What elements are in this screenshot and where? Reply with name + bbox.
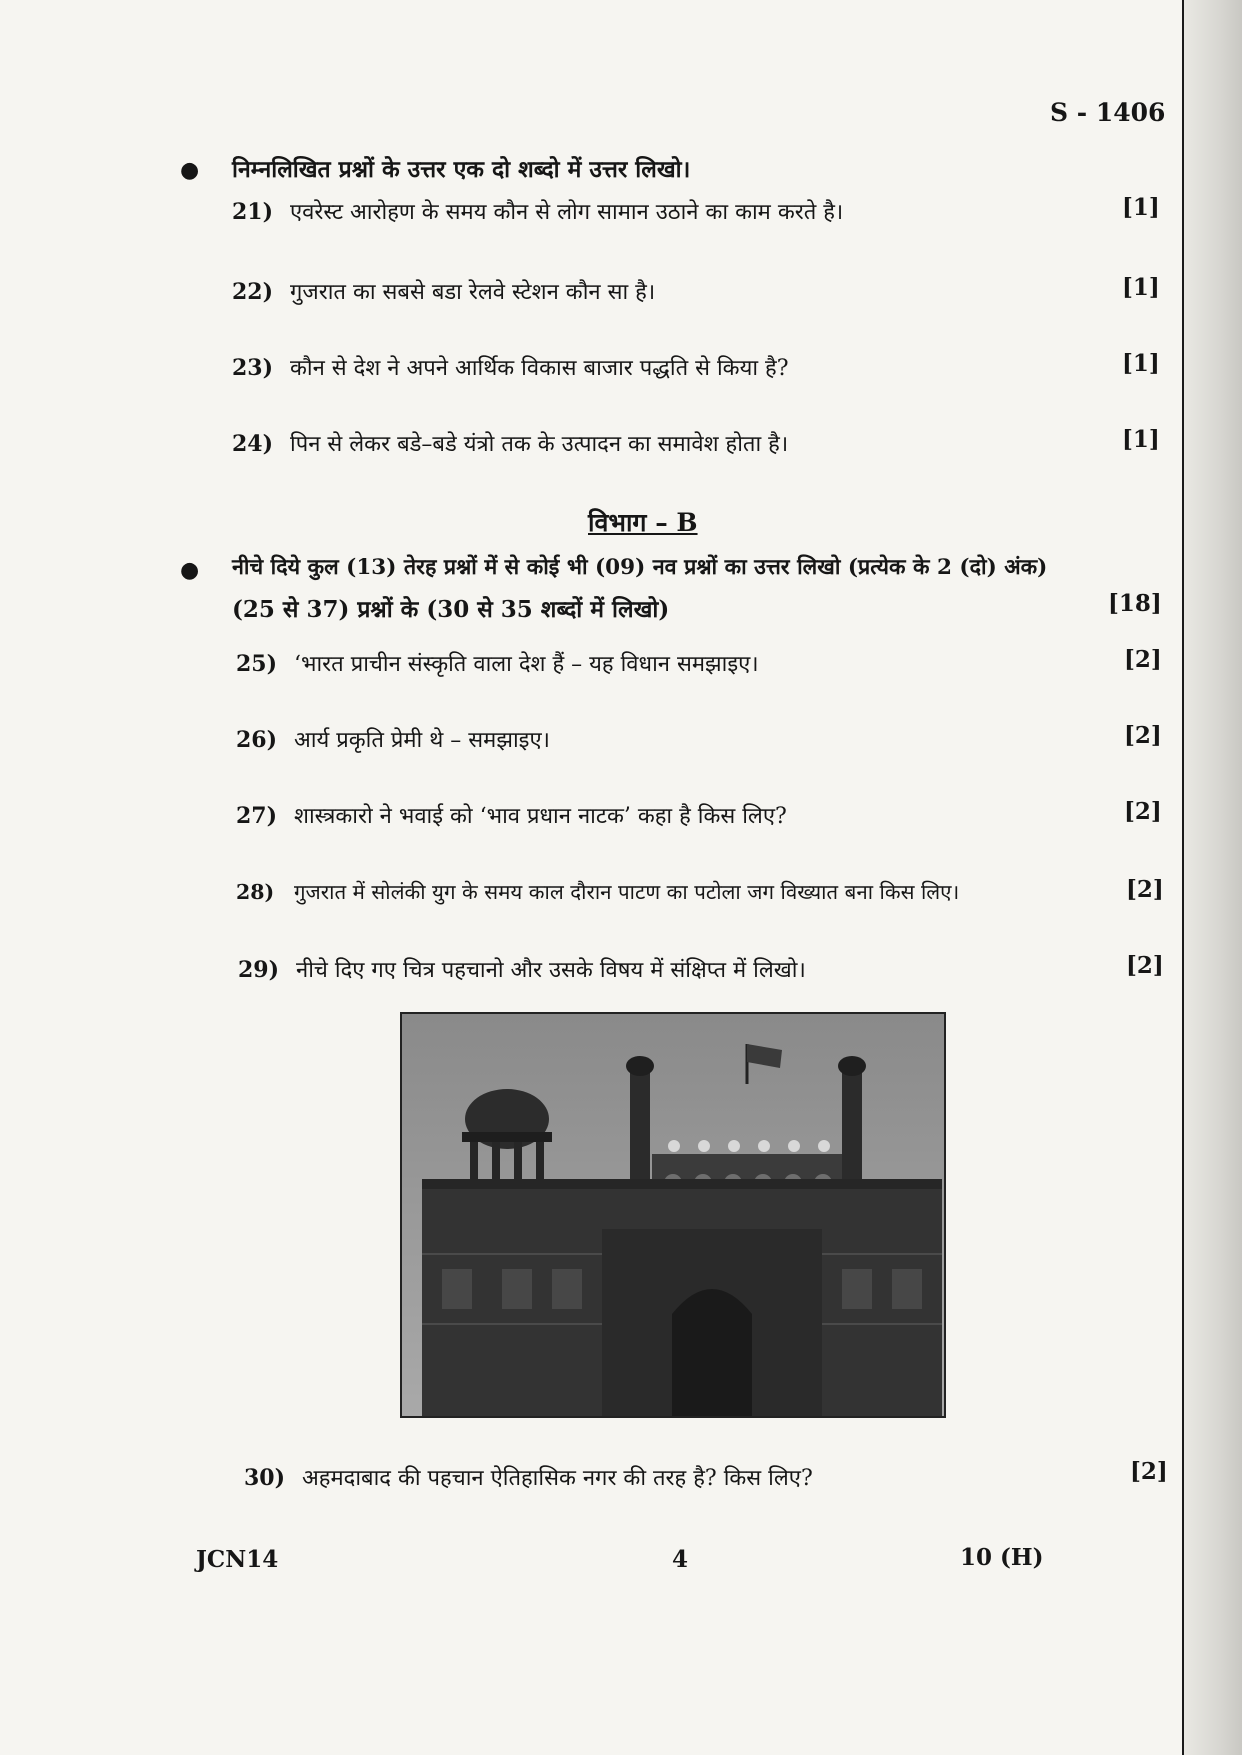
paper-code: S - 1406 — [1050, 98, 1166, 127]
question-text: अहमदाबाद की पहचान ऐतिहासिक नगर की तरह है? किस लिए? — [302, 1466, 813, 1491]
question-text: ‘भारत प्राचीन संस्कृति वाला देश हैं – यह विधान समझाइए। — [294, 652, 759, 677]
question-marks: [1] — [1122, 274, 1160, 301]
question-27 — [236, 800, 787, 830]
question-text: कौन से देश ने अपने आर्थिक विकास बाजार पद्धति से किया है? — [290, 356, 789, 381]
question-21 — [232, 196, 843, 226]
question-marks: [2] — [1126, 876, 1164, 903]
bullet-icon: ● — [180, 558, 200, 583]
footer-set: 10 (H) — [960, 1544, 1044, 1571]
question-marks: [2] — [1124, 722, 1162, 749]
question-marks: [1] — [1122, 194, 1160, 221]
section-b-title: विभाग – B — [588, 508, 698, 537]
question-29 — [238, 954, 806, 984]
question-text: आर्य प्रकृति प्रेमी थे – समझाइए। — [294, 728, 550, 753]
section-b-instruction-line1: नीचे दिये कुल (13) तेरह प्रश्नों में से कोई भी (09) नव प्रश्नों का उत्तर लिखो (प्रत्येक के 2 (दो) अंक) — [232, 555, 1048, 580]
section-b-instruction-line2: (25 से 37) प्रश्नों के (30 से 35 शब्दों में लिखो) — [232, 596, 670, 623]
question-marks: [2] — [1124, 798, 1162, 825]
question-28 — [236, 878, 959, 906]
question-23 — [232, 352, 789, 382]
question-text: गुजरात में सोलंकी युग के समय काल दौरान पाटण का पटोला जग विख्यात बना किस लिए। — [294, 880, 960, 904]
question-number: 30) — [244, 1465, 286, 1491]
question-marks: [2] — [1126, 952, 1164, 979]
question-number: 25) — [236, 651, 278, 677]
question-number: 23) — [232, 355, 274, 381]
question-text: एवरेस्ट आरोहण के समय कौन से लोग सामान उठाने का काम करते है। — [290, 200, 844, 225]
question-number: 27) — [236, 803, 278, 829]
section-b-total-marks: [18] — [1108, 590, 1162, 617]
page-number: 4 — [672, 1546, 689, 1573]
question-26 — [236, 724, 550, 754]
question-number: 21) — [232, 199, 274, 225]
question-marks: [2] — [1124, 646, 1162, 673]
monument-illustration — [402, 1014, 944, 1416]
question-text: नीचे दिए गए चित्र पहचानो और उसके विषय में संक्षिप्त में लिखो। — [296, 958, 806, 983]
question-text: पिन से लेकर बडे–बडे यंत्रो तक के उत्पादन का समावेश होता है। — [290, 432, 789, 457]
question-22 — [232, 276, 655, 306]
question-marks: [2] — [1130, 1458, 1168, 1485]
question-number: 26) — [236, 727, 278, 753]
question-marks: [1] — [1122, 350, 1160, 377]
question-number: 22) — [232, 279, 274, 305]
question-number: 28) — [236, 880, 275, 904]
question-30 — [244, 1462, 813, 1492]
question-text: शास्त्रकारो ने भवाई को ‘भाव प्रधान नाटक’ कहा है किस लिए? — [294, 804, 787, 829]
question-marks: [1] — [1122, 426, 1160, 453]
footer-code: JCN14 — [196, 1546, 279, 1573]
monument-photo — [400, 1012, 946, 1418]
question-25 — [236, 648, 759, 678]
question-text: गुजरात का सबसे बडा रेलवे स्टेशन कौन सा है। — [290, 280, 656, 305]
bullet-icon: ● — [180, 158, 200, 183]
section-a-instruction: निम्नलिखित प्रश्नों के उत्तर एक दो शब्दो में उत्तर लिखो। — [232, 156, 691, 183]
question-24 — [232, 428, 788, 458]
page-edge — [1182, 0, 1242, 1755]
question-number: 29) — [238, 957, 280, 983]
question-number: 24) — [232, 431, 274, 457]
